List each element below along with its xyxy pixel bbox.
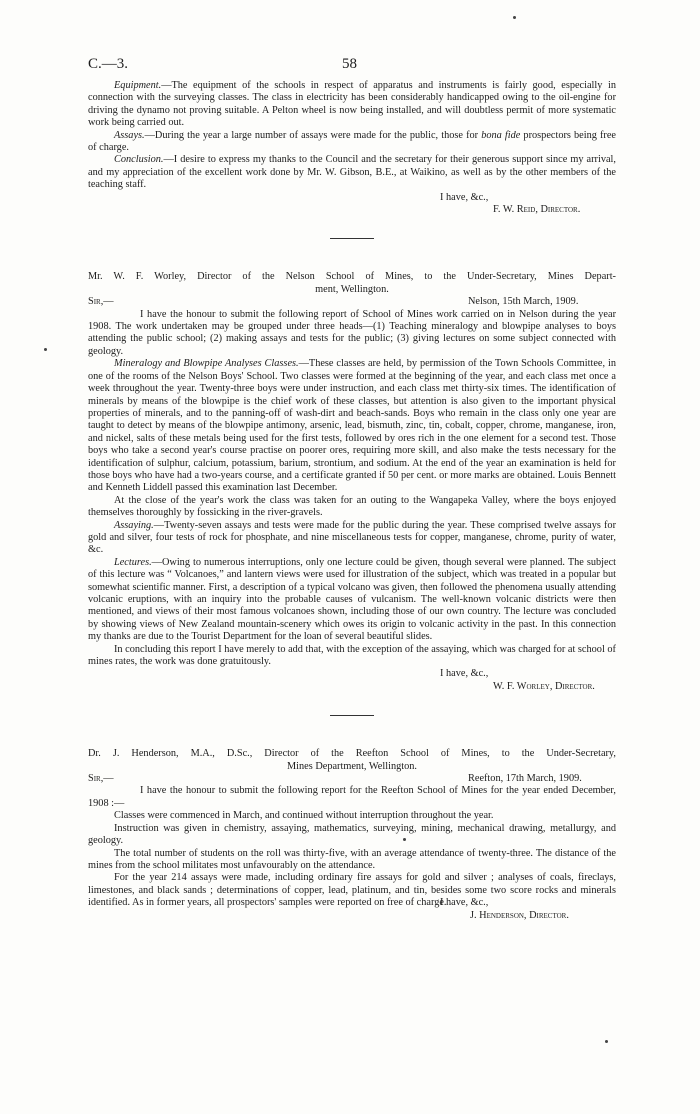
paragraph-heading: Assays. xyxy=(114,129,145,141)
paragraph-students: The total number of students on the roll was thirty-five, with an average attendance of twenty-three. The distance of the mines from the school militates most unfavourably on the attendance. xyxy=(88,847,616,871)
page-header xyxy=(88,56,616,80)
paragraph-heading: Equipment. xyxy=(114,80,162,91)
ink-speck xyxy=(513,16,516,19)
ink-speck xyxy=(605,1040,608,1043)
paragraph-equipment: Equipment.—The equipment of the schools in respect of apparatus and instruments is fairly good, especially in connection with the surveying classes. The class in electricity has been considerably handicapped owing to the oil-engine for driving the dynamo not proving suitable. A Pelton wheel is now being installed, and will doubtless permit of more systematic work being carried out. xyxy=(88,80,616,129)
paragraph-conclusion: Conclusion.—I desire to express my thanks to the Council and the secretary for their generous support since my arrival, and my appreciation of the excellent work done by Mr. W. Gibson, B.E., at Waikino, as well as by the other members of the teaching staff. xyxy=(88,154,616,191)
paragraph-assays: For the year 214 assays were made, including ordinary fire assays for gold and silver ; analyses of coals, fireclays, limestones, and black sands ; determinations of copper, lead, platinum, and tin, besides some two score rocks and minerals identified. As in former years, all prospectors' samples were reported on free of charge. xyxy=(88,872,616,909)
salutation: Sir,— xyxy=(88,296,114,308)
report-waihi-conclusion xyxy=(88,80,616,216)
report-nelson xyxy=(88,271,616,693)
paragraph-heading: Assaying. xyxy=(114,519,154,531)
paragraph-concluding: In concluding this report I have merely to add that, with the exception of the assaying, which was charged for at school of mines rates, the work was done gratuitously. xyxy=(88,643,616,668)
paragraph-heading: Mineralogy and Blowpipe Analyses Classes. xyxy=(114,358,299,370)
paragraph-lectures: Lectures.—Owing to numerous interruptions, only one lecture could be given, though several were planned. The subject of this lecture was “ Volcanoes,” and lantern views were used for illustration of the subject, which was treated in a popular but somewhat scientific manner. First, a description of a typical volcano was given, then followed the phenomena usually attending volcanic eruptions, with an inquiry into the probable causes of vulcanism. The well-known volcanic districts were then mentioned, and views of their most famous volcanoes shown, including those of our own country. The lecture was concluded by showing views of New Zealand mountain-scenery which owes its origin to volcanic activity in the past. In this connection my thanks are due to the Tourist Department for the loan of several beautiful slides. xyxy=(88,556,616,643)
salutation-line xyxy=(88,773,616,785)
paragraph-intro: I have the honour to submit the following report of School of Mines work carried on in Nelson during the year 1908. The work undertaken may be grouped under three heads—(1) Teaching mineralogy and blowpipe analyses to boys attending the public school; (2) making assays and tests for the public; (3) giving lectures on some subject connected with geology. xyxy=(88,308,616,357)
paragraph-classes: Classes were commenced in March, and continued without interruption throughout the year. xyxy=(114,810,494,822)
paragraph-heading: Lectures. xyxy=(114,556,152,568)
closing-line: I have, &c., xyxy=(440,191,489,203)
report-reefton xyxy=(88,748,616,922)
closing-line: I have, &c., xyxy=(440,897,489,909)
paragraph-mineralogy: Mineralogy and Blowpipe Analyses Classes.—These classes are held, by permission of the Town Schools Committee, in one of the rooms of the Nelson Boys' School. Two classes were formed at the beginning of the year, and each class met once a week throughout the year. Twenty-three boys were under instruction, and each class met thirty-six times. The identification of minerals by means of the blowpipe is the chief work of these classes, but attention is also given to the important physical properties of minerals, and to the panning-off of wash-dirt and beach-sands. Boys who remain in the class only one year are taught to detect by means of the blowpipe antimony, arsenic, lead, bismuth, zinc, tin, cobalt, copper, chrome, manganese, iron, and nickel, salts of these metals being used for the first tests, followed by ores rich in the one element for a second test. Those boys who take a second year's course practise on poorer ores, requiring more skill, and also make the tests necessary for the identification of sulphur, calcium, potassium, barium, strontium, and sodium. At the end of the year an examination is held for those boys who have had a two-years course, and a certificate granted if 50 per cent. or more marks are obtained. Louis Bennett and Kenneth Liddell passed this examination last December. xyxy=(88,358,616,494)
paragraph-outing: At the close of the year's work the class was taken for an outing to the Wangapeka Valley, where the boys enjoyed themselves thoroughly by fossicking in the river-gravels. xyxy=(88,494,616,519)
ink-speck xyxy=(44,348,47,351)
letter-address: Dr. J. Henderson, M.A., D.Sc., Director of the Reefton School of Mines, to the Under-Secretary, Mines Department, Wellington. xyxy=(88,748,616,772)
section-divider xyxy=(330,715,374,716)
paragraph-intro: I have the honour to submit the following report for the Reefton School of Mines for the year ended December, 1908 :— xyxy=(88,785,616,809)
signature: J. Henderson, Director. xyxy=(470,909,569,921)
letter-address: Mr. W. F. Worley, Director of the Nelson School of Mines, to the Under-Secretary, Mines Depart- ment, Wellington. xyxy=(88,271,616,295)
page-number: 58 xyxy=(342,56,357,72)
salutation: Sir,— xyxy=(88,773,114,785)
parliamentary-paper-reference: C.—3. xyxy=(88,56,129,72)
paragraph-assays: Assays.—During the year a large number of assays were made for the public, those for bona fide prospectors being free of charge. xyxy=(88,129,616,154)
document-page xyxy=(88,56,616,922)
signature: F. W. Reid, Director. xyxy=(493,204,581,216)
paragraph-heading: Conclusion. xyxy=(114,154,164,166)
place-date: Reefton, 17th March, 1909. xyxy=(468,773,582,785)
place-date: Nelson, 15th March, 1909. xyxy=(468,296,579,308)
section-divider xyxy=(330,238,374,239)
salutation-line xyxy=(88,296,616,308)
paragraph-instruction: Instruction was given in chemistry, assaying, mathematics, surveying, mining, mechanical drawing, metallurgy, and geology. xyxy=(88,822,616,847)
paragraph-assaying: Assaying.—Twenty-seven assays and tests were made for the public during the year. These comprised twelve assays for gold and silver, four tests of rock for phosphate, and nine miscellaneous tests for copper, manganese, chrome, purity of water, &c. xyxy=(88,519,616,556)
signature: W. F. Worley, Director. xyxy=(493,680,595,692)
closing-line: I have, &c., xyxy=(440,668,489,680)
